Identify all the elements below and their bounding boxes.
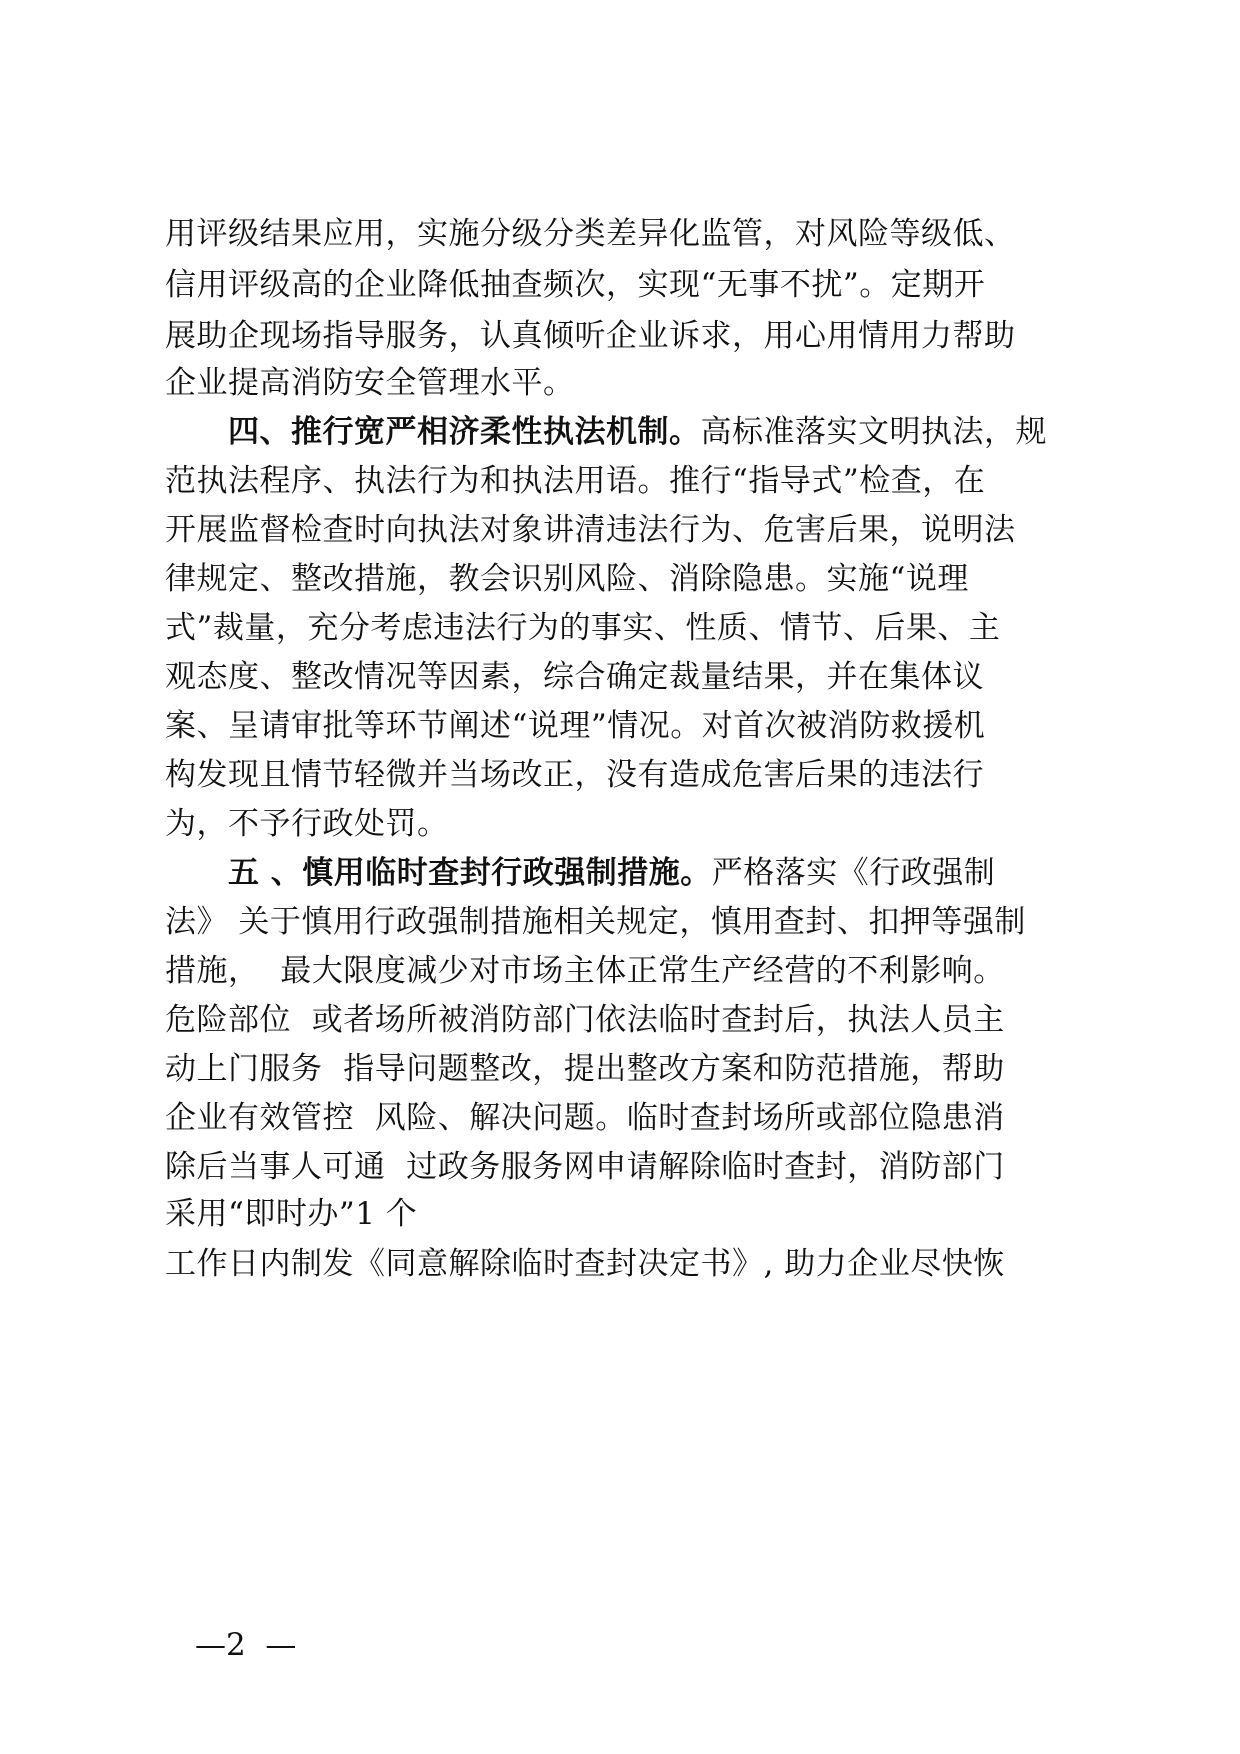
text-line: 措施， 最大限度减少对市场主体正常生产经营的不利影响。	[165, 953, 1005, 989]
page-number: —2 —	[195, 1627, 297, 1663]
text-line: 动上门服务 指导问题整改，提出整改方案和防范措施，帮助	[165, 1051, 1005, 1087]
text-line: 信用评级高的企业降低抽查频次，实现“无事不扰”。定期开	[165, 267, 986, 303]
text-line: 案、呈请审批等环节阐述“说理”情况。对首次被消防救援机	[165, 708, 986, 744]
text-line: 用评级结果应用，实施分级分类差异化监管，对风险等级低、	[165, 216, 1016, 252]
text-line: 范执法程序、执法行为和执法用语。推行“指导式”检查，在	[165, 463, 986, 499]
text-line: 式”裁量，充分考虑违法行为的事实、性质、情节、后果、主	[165, 610, 1001, 646]
text-line: 为，不予行政处罚。	[165, 806, 449, 842]
text-line: 除后当事人可通 过政务服务网申请解除临时查封，消防部门	[165, 1149, 1005, 1185]
text-line: 企业有效管控 风险、解决问题。临时查封场所或部位隐患消	[165, 1100, 1005, 1136]
text-line: 工作日内制发《同意解除临时查封决定书》, 助力企业尽快恢	[165, 1246, 1005, 1282]
text-line: 展助企现场指导服务，认真倾听企业诉求，用心用情用力帮助	[165, 318, 1016, 354]
section-four-line	[228, 412, 1047, 452]
section-five-line	[228, 853, 995, 893]
text-line: 开展监督检查时向执法对象讲清违法行为、危害后果，说明法	[165, 512, 1016, 548]
section-five-text: 严格落实《行政强制	[711, 855, 996, 891]
section-five-heading: 五 、慎用临时查封行政强制措施。	[228, 855, 712, 891]
text-line: 企业提高消防安全管理水平。	[165, 365, 575, 401]
text-line: 律规定、整改措施，教会识别风险、消除隐患。实施“说理	[165, 561, 969, 597]
text-line: 法》 关于慎用行政强制措施相关规定，慎用查封、扣押等强制	[165, 904, 1026, 940]
section-four-heading: 四、推行宽严相济柔性执法机制。	[228, 414, 701, 450]
section-four-text: 高标准落实文明执法，规	[700, 414, 1047, 450]
text-line: 危险部位 或者场所被消防部门依法临时查封后，执法人员主	[165, 1002, 1005, 1038]
text-line: 构发现且情节轻微并当场改正，没有造成危害后果的违法行	[165, 757, 984, 793]
text-line: 观态度、整改情况等因素，综合确定裁量结果，并在集体议	[165, 659, 984, 695]
text-line: 采用“即时办”1 个	[165, 1196, 418, 1232]
